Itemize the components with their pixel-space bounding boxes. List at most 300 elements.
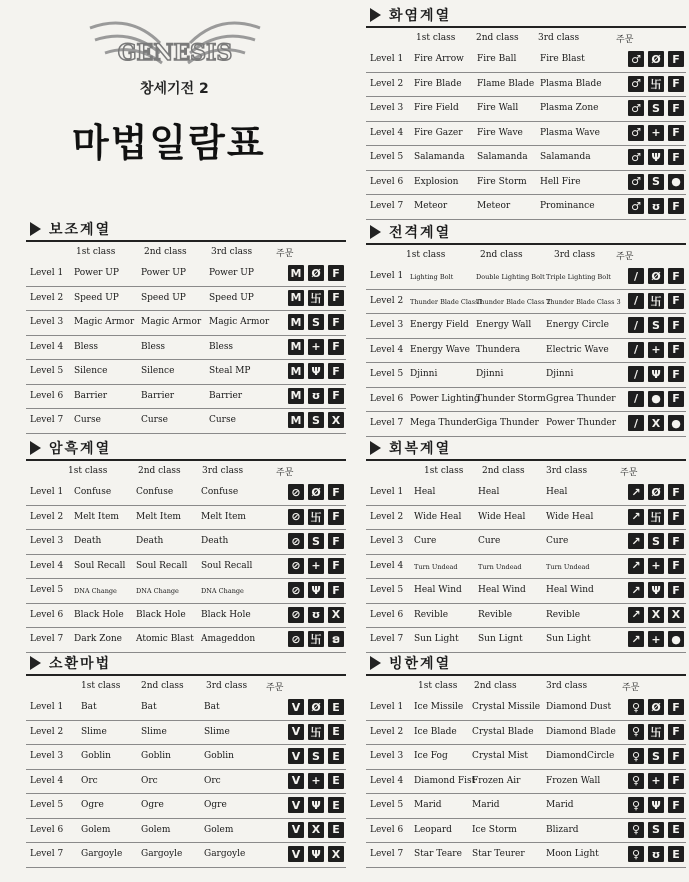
- rune-icon: ⊘: [288, 631, 304, 647]
- spell-name: Giga Thunder: [476, 418, 539, 428]
- level-label: Level 6: [370, 393, 404, 404]
- section-title: 암흑계열: [49, 441, 112, 457]
- rune-icon: F: [668, 533, 684, 549]
- level-label: Level 7: [370, 849, 404, 859]
- rune-icon: ♀: [628, 846, 644, 862]
- spell-icons: [628, 149, 684, 165]
- table-row: [26, 794, 346, 819]
- spell-icons: [628, 51, 684, 67]
- rune-icon: 卐: [308, 290, 324, 306]
- level-label: Level 2: [370, 511, 404, 522]
- spell-icons: [288, 509, 344, 525]
- table-row: [366, 48, 686, 73]
- table-row: [26, 360, 346, 385]
- spell-name: Slime: [204, 726, 230, 737]
- spell-name: Thundera: [476, 344, 521, 355]
- rune-icon: ↗: [628, 631, 644, 647]
- rune-icon: S: [308, 314, 324, 330]
- spell-icons: [628, 631, 684, 647]
- level-label: Level 1: [30, 487, 64, 497]
- rune-icon: ♂: [628, 149, 644, 165]
- table-row: [366, 412, 686, 437]
- rune-icon: F: [328, 388, 344, 404]
- rune-icon: ⊘: [288, 607, 304, 623]
- rune-icon: S: [648, 533, 664, 549]
- rune-icon: F: [668, 797, 684, 813]
- table-row: [26, 530, 346, 555]
- spell-name: Turn Undead: [414, 562, 458, 571]
- level-label: Level 4: [370, 127, 404, 138]
- spell-name: Silence: [141, 366, 175, 376]
- spell-name: Orc: [141, 775, 158, 786]
- table-row: [366, 171, 686, 196]
- spell-name: Magic Armor: [141, 317, 202, 327]
- spell-name: Bless: [74, 341, 99, 352]
- spell-name: Star Teare: [414, 849, 462, 859]
- rune-icon: ↗: [628, 484, 644, 500]
- spell-name: Energy Wave: [410, 344, 470, 355]
- table-row: [26, 745, 346, 770]
- rune-icon: /: [628, 391, 644, 407]
- rune-icon: Ø: [308, 265, 324, 281]
- spell-name: Fire Field: [414, 103, 459, 113]
- table-row: [26, 506, 346, 531]
- rune-icon: ●: [668, 415, 684, 431]
- column-header: 3rd class: [546, 466, 588, 476]
- table-row: [366, 481, 686, 506]
- spell-icons: [628, 100, 684, 116]
- spell-name: Plasma Blade: [540, 78, 602, 89]
- rune-icon: ↗: [628, 558, 644, 574]
- spell-icons: [288, 484, 344, 500]
- level-label: Level 5: [370, 800, 404, 810]
- column-header: 1st class: [424, 466, 464, 476]
- spell-name: Mega Thunder: [410, 418, 478, 428]
- column-header: 1st class: [406, 250, 446, 260]
- spell-name: Gargoyle: [141, 849, 183, 859]
- spell-icons: [628, 317, 684, 333]
- triangle-bullet-icon: [370, 656, 381, 670]
- rune-icon: V: [288, 773, 304, 789]
- rune-icon: E: [328, 822, 344, 838]
- level-label: Level 3: [30, 317, 64, 327]
- spell-name: Bat: [81, 702, 97, 712]
- rune-icon: S: [308, 533, 324, 549]
- spell-icons: [288, 748, 344, 764]
- table-row: [366, 73, 686, 98]
- column-header: 1st class: [76, 247, 116, 257]
- rune-icon: F: [668, 558, 684, 574]
- table-row: [26, 481, 346, 506]
- level-label: Level 7: [30, 634, 64, 644]
- spell-icons: [628, 533, 684, 549]
- spell-icons: [628, 724, 684, 740]
- rune-icon: V: [288, 846, 304, 862]
- spell-name: Melt Item: [201, 511, 246, 522]
- spell-icons: [288, 265, 344, 281]
- rune-icon: M: [288, 412, 304, 428]
- rune-icon: V: [288, 797, 304, 813]
- spell-name: Fire Storm: [477, 176, 527, 187]
- spell-name: Bat: [141, 702, 157, 712]
- spell-name: Barrier: [141, 390, 175, 401]
- spell-icons: [628, 293, 684, 309]
- spell-name: Steal MP: [209, 366, 251, 376]
- rune-icon: +: [308, 773, 324, 789]
- spell-name: Ice Blade: [414, 726, 457, 737]
- rune-icon: Ψ: [308, 582, 324, 598]
- rune-icon: F: [668, 366, 684, 382]
- spell-icons: [288, 412, 344, 428]
- rune-icon: E: [328, 748, 344, 764]
- rune-icon: V: [288, 748, 304, 764]
- spell-name: Curse: [209, 415, 236, 425]
- table-row: [366, 506, 686, 531]
- spell-icons: [628, 125, 684, 141]
- rune-icon: M: [288, 339, 304, 355]
- column-header: 2nd class: [141, 681, 184, 691]
- spell-name: Cure: [414, 536, 437, 546]
- rune-icon: S: [648, 748, 664, 764]
- rune-icon: M: [288, 265, 304, 281]
- rune-icon: ♂: [628, 125, 644, 141]
- rune-icon: F: [328, 290, 344, 306]
- rune-icon: 卐: [308, 509, 324, 525]
- spell-name: Hell Fire: [540, 176, 581, 187]
- rune-icon: F: [668, 268, 684, 284]
- column-headers: [366, 245, 686, 265]
- section-header: [366, 652, 686, 676]
- spell-icons: [628, 822, 684, 838]
- spell-icons: [628, 797, 684, 813]
- rune-icon: /: [628, 317, 644, 333]
- spell-name: Magic Armor: [74, 317, 135, 327]
- spell-name: Energy Wall: [476, 320, 532, 330]
- spell-name: Heal Wind: [546, 585, 594, 595]
- rune-icon: ʊ: [308, 607, 324, 623]
- level-label: Level 6: [370, 824, 404, 835]
- table-row: [26, 287, 346, 312]
- table-row: [366, 195, 686, 220]
- spell-icons: [288, 773, 344, 789]
- level-label: Level 4: [370, 775, 404, 786]
- rune-icon: Ø: [648, 484, 664, 500]
- spell-name: Plasma Zone: [540, 103, 599, 113]
- spell-name: Ice Missile: [414, 702, 464, 712]
- rune-icon: F: [328, 363, 344, 379]
- spell-name: Golem: [141, 824, 171, 835]
- spell-name: Marid: [472, 800, 500, 810]
- spell-name: Fire Gazer: [414, 127, 463, 138]
- column-header: 주문: [620, 467, 638, 478]
- level-label: Level 1: [370, 54, 404, 64]
- spell-name: Speed UP: [209, 292, 254, 303]
- rune-icon: F: [668, 76, 684, 92]
- section-title: 보조계열: [49, 222, 112, 238]
- level-label: Level 1: [30, 702, 64, 712]
- column-header: 주문: [276, 467, 294, 478]
- section-header: [26, 218, 346, 242]
- rune-icon: 卐: [648, 76, 664, 92]
- rune-icon: V: [288, 699, 304, 715]
- level-label: Level 6: [370, 176, 404, 187]
- spell-name: Barrier: [209, 390, 243, 401]
- rune-icon: Ψ: [648, 149, 664, 165]
- spell-name: Death: [74, 536, 102, 546]
- logo-text: GENESIS: [117, 40, 233, 66]
- level-label: Level 2: [30, 292, 64, 303]
- column-header: 주문: [616, 34, 634, 45]
- table-row: [26, 770, 346, 795]
- level-label: Level 7: [30, 849, 64, 859]
- level-label: Level 7: [370, 634, 404, 644]
- rune-icon: ♂: [628, 51, 644, 67]
- rune-icon: F: [328, 314, 344, 330]
- spell-name: Revible: [546, 609, 581, 620]
- rune-icon: S: [648, 174, 664, 190]
- rune-icon: M: [288, 314, 304, 330]
- spell-name: Dark Zone: [74, 634, 122, 644]
- rune-icon: S: [648, 100, 664, 116]
- spell-name: Meteor: [477, 201, 511, 211]
- rune-icon: +: [648, 342, 664, 358]
- spell-name: Power UP: [141, 268, 186, 278]
- rune-icon: Ø: [648, 699, 664, 715]
- rune-icon: F: [668, 100, 684, 116]
- spell-icons: [628, 391, 684, 407]
- rune-icon: ⊘: [288, 558, 304, 574]
- spell-name: Ice Fog: [414, 751, 448, 761]
- spell-name: Orc: [81, 775, 98, 786]
- level-label: Level 4: [30, 560, 64, 571]
- spell-name: Djinni: [546, 369, 574, 379]
- section-header: [366, 437, 686, 461]
- table-row: [26, 721, 346, 746]
- table-row: [366, 265, 686, 290]
- spell-name: Heal: [546, 487, 568, 497]
- spell-name: Bless: [141, 341, 166, 352]
- rune-icon: 卐: [308, 724, 324, 740]
- section-title: 회복계열: [389, 441, 452, 457]
- rune-icon: ⊘: [288, 533, 304, 549]
- table-row: [366, 819, 686, 844]
- rune-icon: F: [668, 582, 684, 598]
- spell-name: Ogre: [81, 800, 104, 810]
- rune-icon: +: [308, 339, 324, 355]
- column-header: 3rd class: [206, 681, 248, 691]
- rune-icon: F: [668, 699, 684, 715]
- spell-name: Ogre: [141, 800, 164, 810]
- table-row: [26, 555, 346, 580]
- table-row: [366, 290, 686, 315]
- rune-icon: X: [648, 607, 664, 623]
- rune-icon: X: [328, 846, 344, 862]
- level-label: Level 1: [370, 487, 404, 497]
- column-header: 2nd class: [144, 247, 187, 257]
- rune-icon: +: [648, 125, 664, 141]
- rune-icon: E: [328, 699, 344, 715]
- level-label: Level 6: [30, 609, 64, 620]
- triangle-bullet-icon: [370, 441, 381, 455]
- spell-icons: [628, 607, 684, 623]
- rune-icon: ອ: [328, 631, 344, 647]
- spell-name: Cure: [478, 536, 501, 546]
- spell-name: Confuse: [201, 487, 239, 497]
- spell-name: Djinni: [476, 369, 504, 379]
- spell-name: Thunder Blade Class 3: [546, 297, 621, 306]
- table-row: [366, 530, 686, 555]
- spell-name: Marid: [546, 800, 574, 810]
- section-header: [366, 221, 686, 245]
- spell-icons: [288, 699, 344, 715]
- table-row: [366, 579, 686, 604]
- column-header: 3rd class: [554, 250, 596, 260]
- column-header: 주문: [616, 251, 634, 262]
- spell-name: Slime: [81, 726, 107, 737]
- rune-icon: /: [628, 415, 644, 431]
- spell-name: Thunder Storm: [476, 393, 546, 404]
- column-header: 주문: [622, 682, 640, 693]
- spell-icons: [628, 846, 684, 862]
- spell-name: Wide Heal: [546, 511, 594, 522]
- level-label: Level 4: [370, 560, 404, 571]
- section-title: 전격계열: [389, 225, 452, 241]
- rune-icon: M: [288, 290, 304, 306]
- rune-icon: X: [328, 607, 344, 623]
- column-header: 1st class: [68, 466, 108, 476]
- spell-icons: [628, 76, 684, 92]
- spell-name: Heal: [414, 487, 436, 497]
- spell-icons: [628, 582, 684, 598]
- rune-icon: ●: [648, 391, 664, 407]
- column-headers: [26, 676, 346, 696]
- spell-name: Diamond Dust: [546, 702, 612, 712]
- table-row: [366, 388, 686, 413]
- rune-icon: F: [668, 149, 684, 165]
- rune-icon: ♂: [628, 100, 644, 116]
- column-header: 주문: [276, 248, 294, 259]
- spell-name: Energy Circle: [546, 320, 610, 330]
- column-header: 3rd class: [546, 681, 588, 691]
- spell-name: Goblin: [81, 751, 111, 761]
- column-header: 2nd class: [480, 250, 523, 260]
- rune-icon: ʊ: [648, 846, 664, 862]
- table-row: [366, 97, 686, 122]
- spell-icons: [288, 558, 344, 574]
- level-label: Level 6: [30, 824, 64, 835]
- column-header: 2nd class: [482, 466, 525, 476]
- spell-name: Power UP: [74, 268, 119, 278]
- level-label: Level 5: [370, 152, 404, 162]
- spell-name: Frozen Wall: [546, 775, 601, 786]
- level-label: Level 3: [370, 536, 404, 546]
- spell-icons: [288, 607, 344, 623]
- table-row: [26, 385, 346, 410]
- triangle-bullet-icon: [30, 222, 41, 236]
- spell-name: Melt Item: [74, 511, 119, 522]
- spell-name: Wide Heal: [478, 511, 526, 522]
- rune-icon: /: [628, 366, 644, 382]
- rune-icon: Ψ: [308, 846, 324, 862]
- rune-icon: ⊘: [288, 484, 304, 500]
- section-title: 소환마법: [49, 656, 112, 672]
- spell-name: Explosion: [414, 176, 459, 187]
- level-label: Level 2: [370, 78, 404, 89]
- spell-name: Revible: [414, 609, 449, 620]
- rune-icon: M: [288, 388, 304, 404]
- spell-name: Crystal Mist: [472, 751, 528, 761]
- rune-icon: ♀: [628, 699, 644, 715]
- rune-icon: ♂: [628, 198, 644, 214]
- rune-icon: F: [668, 125, 684, 141]
- rune-icon: 卐: [648, 293, 664, 309]
- table-row: [26, 409, 346, 434]
- section-header: [26, 652, 346, 676]
- spell-name: Plasma Wave: [540, 127, 600, 138]
- table-row: [26, 696, 346, 721]
- table-row: [26, 843, 346, 868]
- level-label: Level 7: [30, 415, 64, 425]
- spell-name: Electric Wave: [546, 344, 609, 355]
- rune-icon: F: [668, 748, 684, 764]
- rune-icon: Ψ: [648, 797, 664, 813]
- rune-icon: 卐: [648, 509, 664, 525]
- spell-icons: [628, 509, 684, 525]
- spell-name: Magic Armor: [209, 317, 270, 327]
- spell-name: Fire Blade: [414, 78, 462, 89]
- level-label: Level 3: [30, 536, 64, 546]
- rune-icon: F: [668, 51, 684, 67]
- spell-icons: [628, 773, 684, 789]
- rune-icon: F: [668, 484, 684, 500]
- table-row: [366, 604, 686, 629]
- rune-icon: +: [648, 558, 664, 574]
- rune-icon: 卐: [648, 724, 664, 740]
- spell-icons: [288, 363, 344, 379]
- level-label: Level 5: [370, 369, 404, 379]
- section-heal: [366, 437, 686, 653]
- rune-icon: ♀: [628, 724, 644, 740]
- section-header: [366, 4, 686, 28]
- spell-icons: [628, 484, 684, 500]
- level-label: Level 4: [30, 775, 64, 786]
- spell-icons: [628, 558, 684, 574]
- rune-icon: V: [288, 724, 304, 740]
- game-subtitle: 창세기전 2: [140, 81, 209, 97]
- spell-icons: [288, 388, 344, 404]
- spell-name: Sun Light: [414, 634, 459, 644]
- section-fire: [366, 4, 686, 220]
- column-headers: [366, 676, 686, 696]
- spell-name: Crystal Missile: [472, 702, 541, 712]
- rune-icon: F: [668, 342, 684, 358]
- spell-name: Turn Undead: [478, 562, 522, 571]
- spell-name: Golem: [204, 824, 234, 835]
- spell-name: Confuse: [74, 487, 112, 497]
- spell-name: Lighting Bolt: [410, 273, 454, 281]
- spell-name: Fire Ball: [477, 54, 517, 64]
- rune-icon: F: [328, 582, 344, 598]
- rune-icon: F: [328, 265, 344, 281]
- level-label: Level 2: [30, 726, 64, 737]
- column-header: 3rd class: [538, 33, 580, 43]
- spell-icons: [288, 314, 344, 330]
- triangle-bullet-icon: [370, 8, 381, 22]
- rune-icon: S: [648, 317, 664, 333]
- spell-name: Power UP: [209, 268, 254, 278]
- spell-name: Blizard: [546, 824, 579, 835]
- spell-icons: [288, 797, 344, 813]
